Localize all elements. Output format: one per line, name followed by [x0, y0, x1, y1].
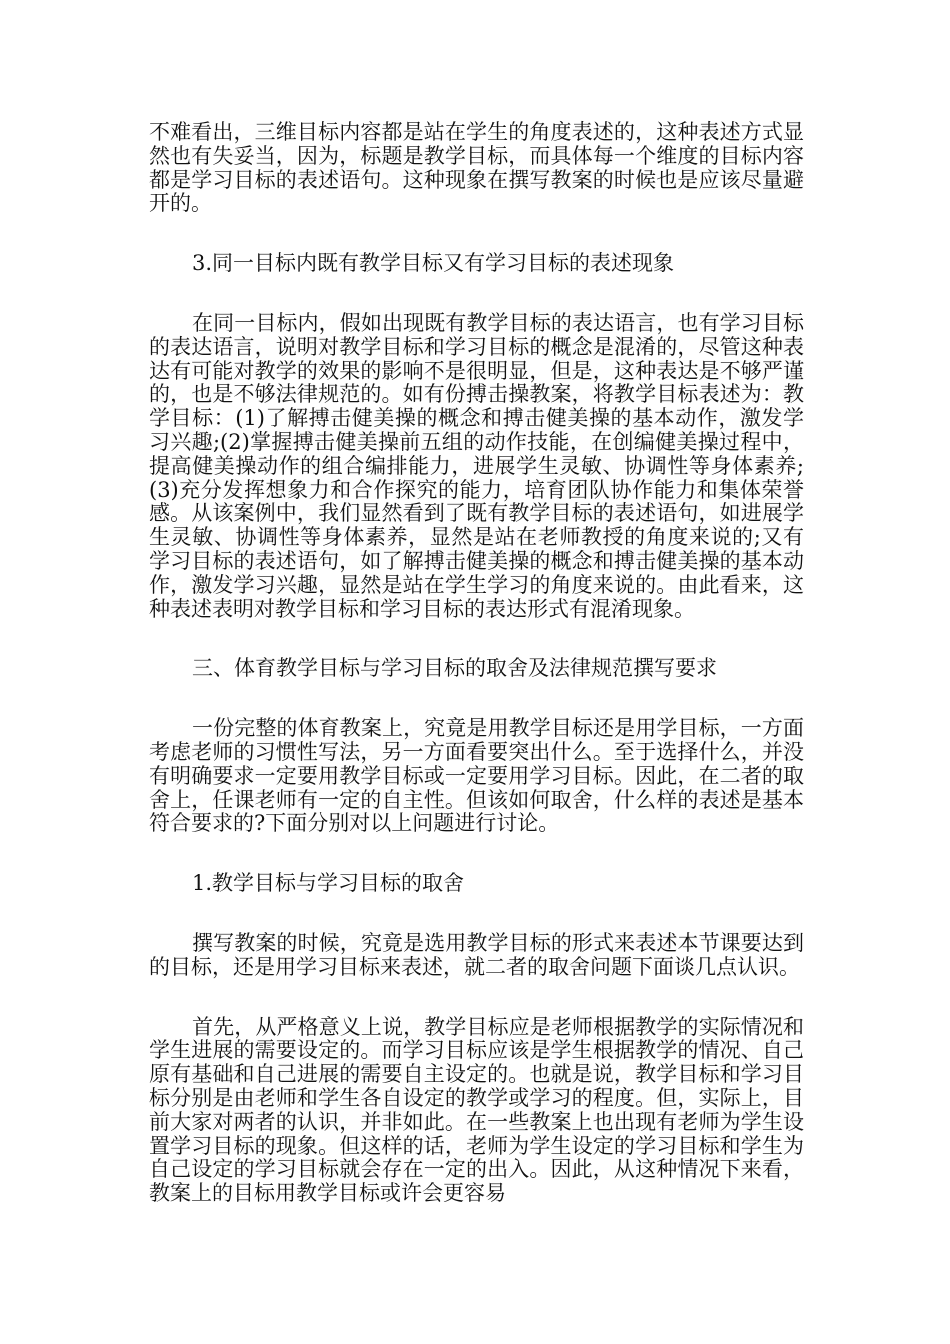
document-page — [149, 121, 804, 1206]
paragraph-3: 一份完整的体育教案上，究竟是用教学目标还是用学目标，一方面考虑老师的习惯性写法，另一方面看要突出什么。至于选择什么，并没有明确要求一定要用教学目标或一定要用学习目标。因此，在二者的取舍上，任课老师有一定的自主性。但该如何取舍，什么样的表述是基本符合要求的?下面分别对以上问题进行讨论。 — [149, 716, 804, 836]
paragraph-2: 在同一目标内，假如出现既有教学目标的表达语言，也有学习目标的表达语言，说明对教学目标和学习目标的概念是混淆的，尽管这种表达有可能对教学的效果的影响不是很明显，但是，这种表达是不够严谨的，也是不够法律规范的。如有份搏击操教案，将教学目标表述为：教学目标：(1)了解搏击健美操的概念和搏击健美操的基本动作，激发学习兴趣;(2)掌握搏击健美操前五组的动作技能，在创编健美操过程中，提高健美操动作的组合编排能力，进展学生灵敏、协调性等身体素养;(3)充分发挥想象力和合作探究的能力，培育团队协作能力和集体荣誉感。从该案例中，我们显然看到了既有教学目标的表述语句，如进展学生灵敏、协调性等身体素养，显然是站在老师教授的角度来说的;又有学习目标的表述语句，如了解搏击健美操的概念和搏击健美操的基本动作，激发学习兴趣，显然是站在学生学习的角度来说的。由此看来，这种表述表明对教学目标和学习目标的表达形式有混淆现象。 — [149, 310, 804, 621]
section-heading-1: 1.教学目标与学习目标的取舍 — [192, 871, 465, 896]
chapter-heading-3: 三、体育教学目标与学习目标的取舍及法律规范撰写要求 — [192, 656, 717, 681]
paragraph-4: 撰写教案的时候，究竟是选用教学目标的形式来表述本节课要达到的目标，还是用学习目标来表述，就二者的取舍问题下面谈几点认识。 — [149, 930, 804, 979]
section-heading-3: 3.同一目标内既有教学目标又有学习目标的表述现象 — [192, 251, 675, 276]
paragraph-5: 首先，从严格意义上说，教学目标应是老师根据教学的实际情况和学生进展的需要设定的。而学习目标应该是学生根据教学的情况、自己原有基础和自己进展的需要自主设定的。也就是说，教学目标和学习目标分别是由老师和学生各自设定的教学或学习的程度。但，实际上，目前大家对两者的认识，并非如此。在一些教案上也出现有老师为学生设置学习目标的现象。但这样的话，老师为学生设定的学习目标和学生为自己设定的学习目标就会存在一定的出入。因此，从这种情况下来看，教案上的目标用教学目标或许会更容易 — [149, 1014, 804, 1206]
paragraph-1: 不难看出，三维目标内容都是站在学生的角度表述的，这种表述方式显然也有失妥当，因为，标题是教学目标，而具体每一个维度的目标内容都是学习目标的表述语句。这种现象在撰写教案的时候也是应该尽量避开的。 — [149, 120, 804, 216]
